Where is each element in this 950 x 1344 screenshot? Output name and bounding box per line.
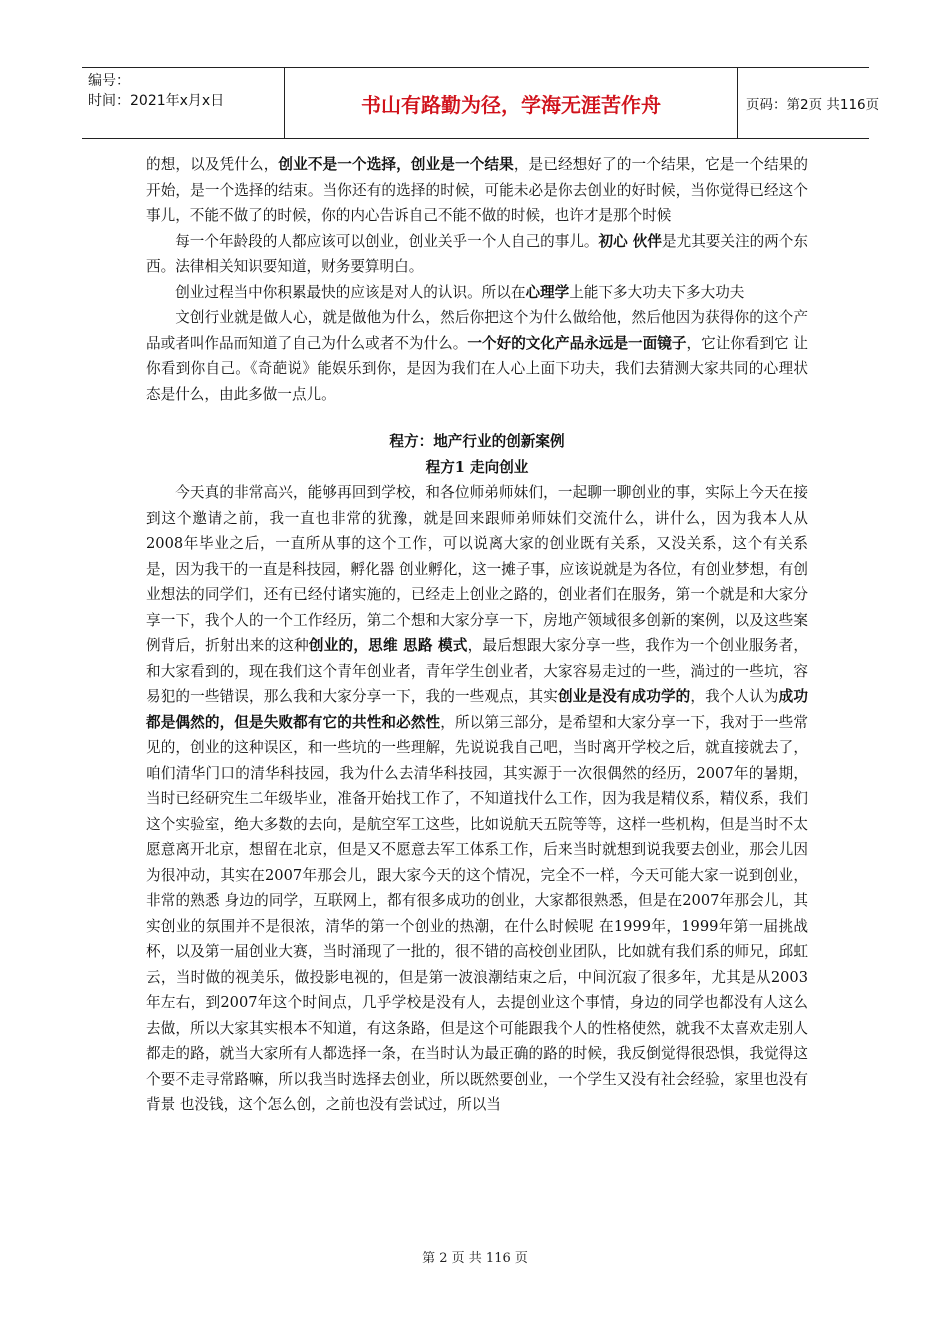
- bold-text-run: 创业不是一个选择，创业是一个结果: [278, 156, 514, 173]
- bold-text-run: 成功都是偶然的，但是失败都有它的共性和必然性: [146, 688, 808, 731]
- page-footer: 第 2 页 共 116 页: [422, 1251, 528, 1266]
- paragraph-2: [146, 229, 808, 280]
- document-number-label: 编号：: [88, 73, 130, 89]
- bold-text-run: 一个好的文化产品永远是一面镜子: [467, 334, 687, 352]
- paragraph-1: [146, 152, 808, 229]
- bold-text-run: 创业的，思维 思路 模式: [308, 637, 468, 654]
- bold-text-run: 创业是没有成功学的: [557, 688, 691, 705]
- spacer: [146, 407, 808, 429]
- paragraph-5: [146, 480, 808, 1118]
- paragraph-4: [146, 305, 808, 407]
- bold-text-run: 心理学: [525, 283, 570, 301]
- paragraph-3: [146, 280, 808, 306]
- text-run: ，是已经想好了的一个结果，它是一个结果的开始，是一个选择的结束。当你还有的选择的时候，可能未必是你去创业的好时候，当你觉得已经这个事儿，不能不做了的时候，你的内心告诉自己不能不做的时候，也许才是那个时候: [146, 156, 808, 224]
- document-body: [146, 152, 808, 1118]
- text-run: ，最后想跟大家分享一些，我作为一个创业服务者，和大家看到的，现在我们这个青年创业者，青年学生创业者，大家容易走过的一些，淌过的一些坑，容易犯的一些错误，那么我和大家分享一下，我的一些观点，其实: [146, 637, 808, 705]
- text-run: 上能下多大功夫下多大功夫: [569, 283, 745, 301]
- text-run: 每一个年龄段的人都应该可以创业，创业关乎一个人自己的事儿。: [175, 232, 599, 250]
- text-run: 是尤其要关注的两个东西。法律相关知识要知道，财务要算明白。: [146, 232, 808, 275]
- bold-text-run: 初心 伙伴: [598, 232, 662, 250]
- text-run: 文创行业就是做人心，就是做他为什么，然后你把这个为什么做给他，然后他因为获得你的这个产品或者叫作品而知道了自己为什么或者不为什么。: [146, 309, 808, 352]
- text-run: ，它让你看到它 让你看到你自己。《奇葩说》能娱乐到你，是因为我们在人心上面下功夫，我们去猜测大家共同的心理状态是什么，由此多做一点儿。: [146, 334, 808, 403]
- header-meta: [82, 68, 282, 138]
- subsection-heading: 程方1 走向创业: [425, 458, 529, 476]
- header-motto: 书山有路勤为径，学海无涯苦作舟: [284, 68, 738, 138]
- section-heading: 程方：地产行业的创新案例: [389, 433, 565, 450]
- text-run: 今天真的非常高兴，能够再回到学校，和各位师弟师妹们，一起聊一聊创业的事，实际上今天在接到这个邀请之前，我一直也非常的犹豫，就是回来跟师弟师妹们交流什么，讲什么，因为我本人从2008年毕业之后，一直所从事的这个工作，可以说离大家的创业既有关系，又没关系，这个有关系是，因为我干的一直是科技园，孵化器 创业孵化，这一摊子事，应该说就是为各位，有创业梦想，有创业想法的同学们，还有已经付诸实施的，已经走上创业之路的，创业者们在服务，第一个就是和大家分享一下，我个人的一个工作经历，第二个想和大家分享一下，房地产领域很多创新的案例，以及这些案例背后，折射出来的这种: [146, 484, 808, 654]
- text-run: ，所以第三部分，是希望和大家分享一下，我对于一些常见的，创业的这种误区，和一些坑的一些理解，先说说我自己吧，当时离开学校之后，就直接就去了，咱们清华门口的清华科技园，我为什么去清华科技园，其实源于一次很偶然的经历，2007年的暑期，当时已经研究生二年级毕业，准备开始找工作了，不知道找什么工作，因为我是精仪系，精仪系，我们这个实验室，绝大多数的去向，是航空军工这些，比如说航天五院等等，这样一些机构，但是当时不太愿意离开北京，想留在北京，但是又不愿意去军工体系工作，后来当时就想到说我要去创业，那会儿因为很冲动，其实在2007年那会儿，跟大家今天的这个情况，完全不一样，今天可能大家一说到创业，非常的熟悉 身边的同学，互联网上，都有很多成功的创业，大家都很熟悉，但是在2007年那会儿，其实创业的氛围并不是很浓，清华的第一个创业的热潮，在什么时候呢 在1999年，1999年第一届挑战杯，以及第一届创业大赛，当时涌现了一批的，很不错的高校创业团队，比如就有我们系的师兄，邱虹云，当时做的视美乐，做投影电视的，但是第一波浪潮结束之后，中间沉寂了很多年，尤其是从2003年左右，到2007年这个时间点，几乎学校是没有人，去提创业这个事情，身边的同学也都没有人这么去做，所以大家其实根本不知道，有这条路，但是这个可能跟我个人的性格使然，就我不太喜欢走别人都走的路，就当大家所有人都选择一条，在当时认为最正确的路的时候，我反倒觉得很恐惧，我觉得这个要不走寻常路嘛，所以我当时选择去创业，所以既然要创业，一个学生又没有社会经验，家里也没有背景 也没钱，这个怎么创，之前也没有尝试过，所以当: [146, 713, 808, 1113]
- page-header: [82, 67, 880, 139]
- text-run: 创业过程当中你积累最快的应该是对人的认识。所以在: [175, 283, 526, 301]
- document-date-label: 时间：2021年x月x日: [88, 93, 225, 109]
- header-page-info: 页码：第2页 共116页: [746, 97, 880, 113]
- text-run: 的想，以及凭什么，: [146, 156, 279, 173]
- text-run: ，我个人认为: [690, 688, 779, 705]
